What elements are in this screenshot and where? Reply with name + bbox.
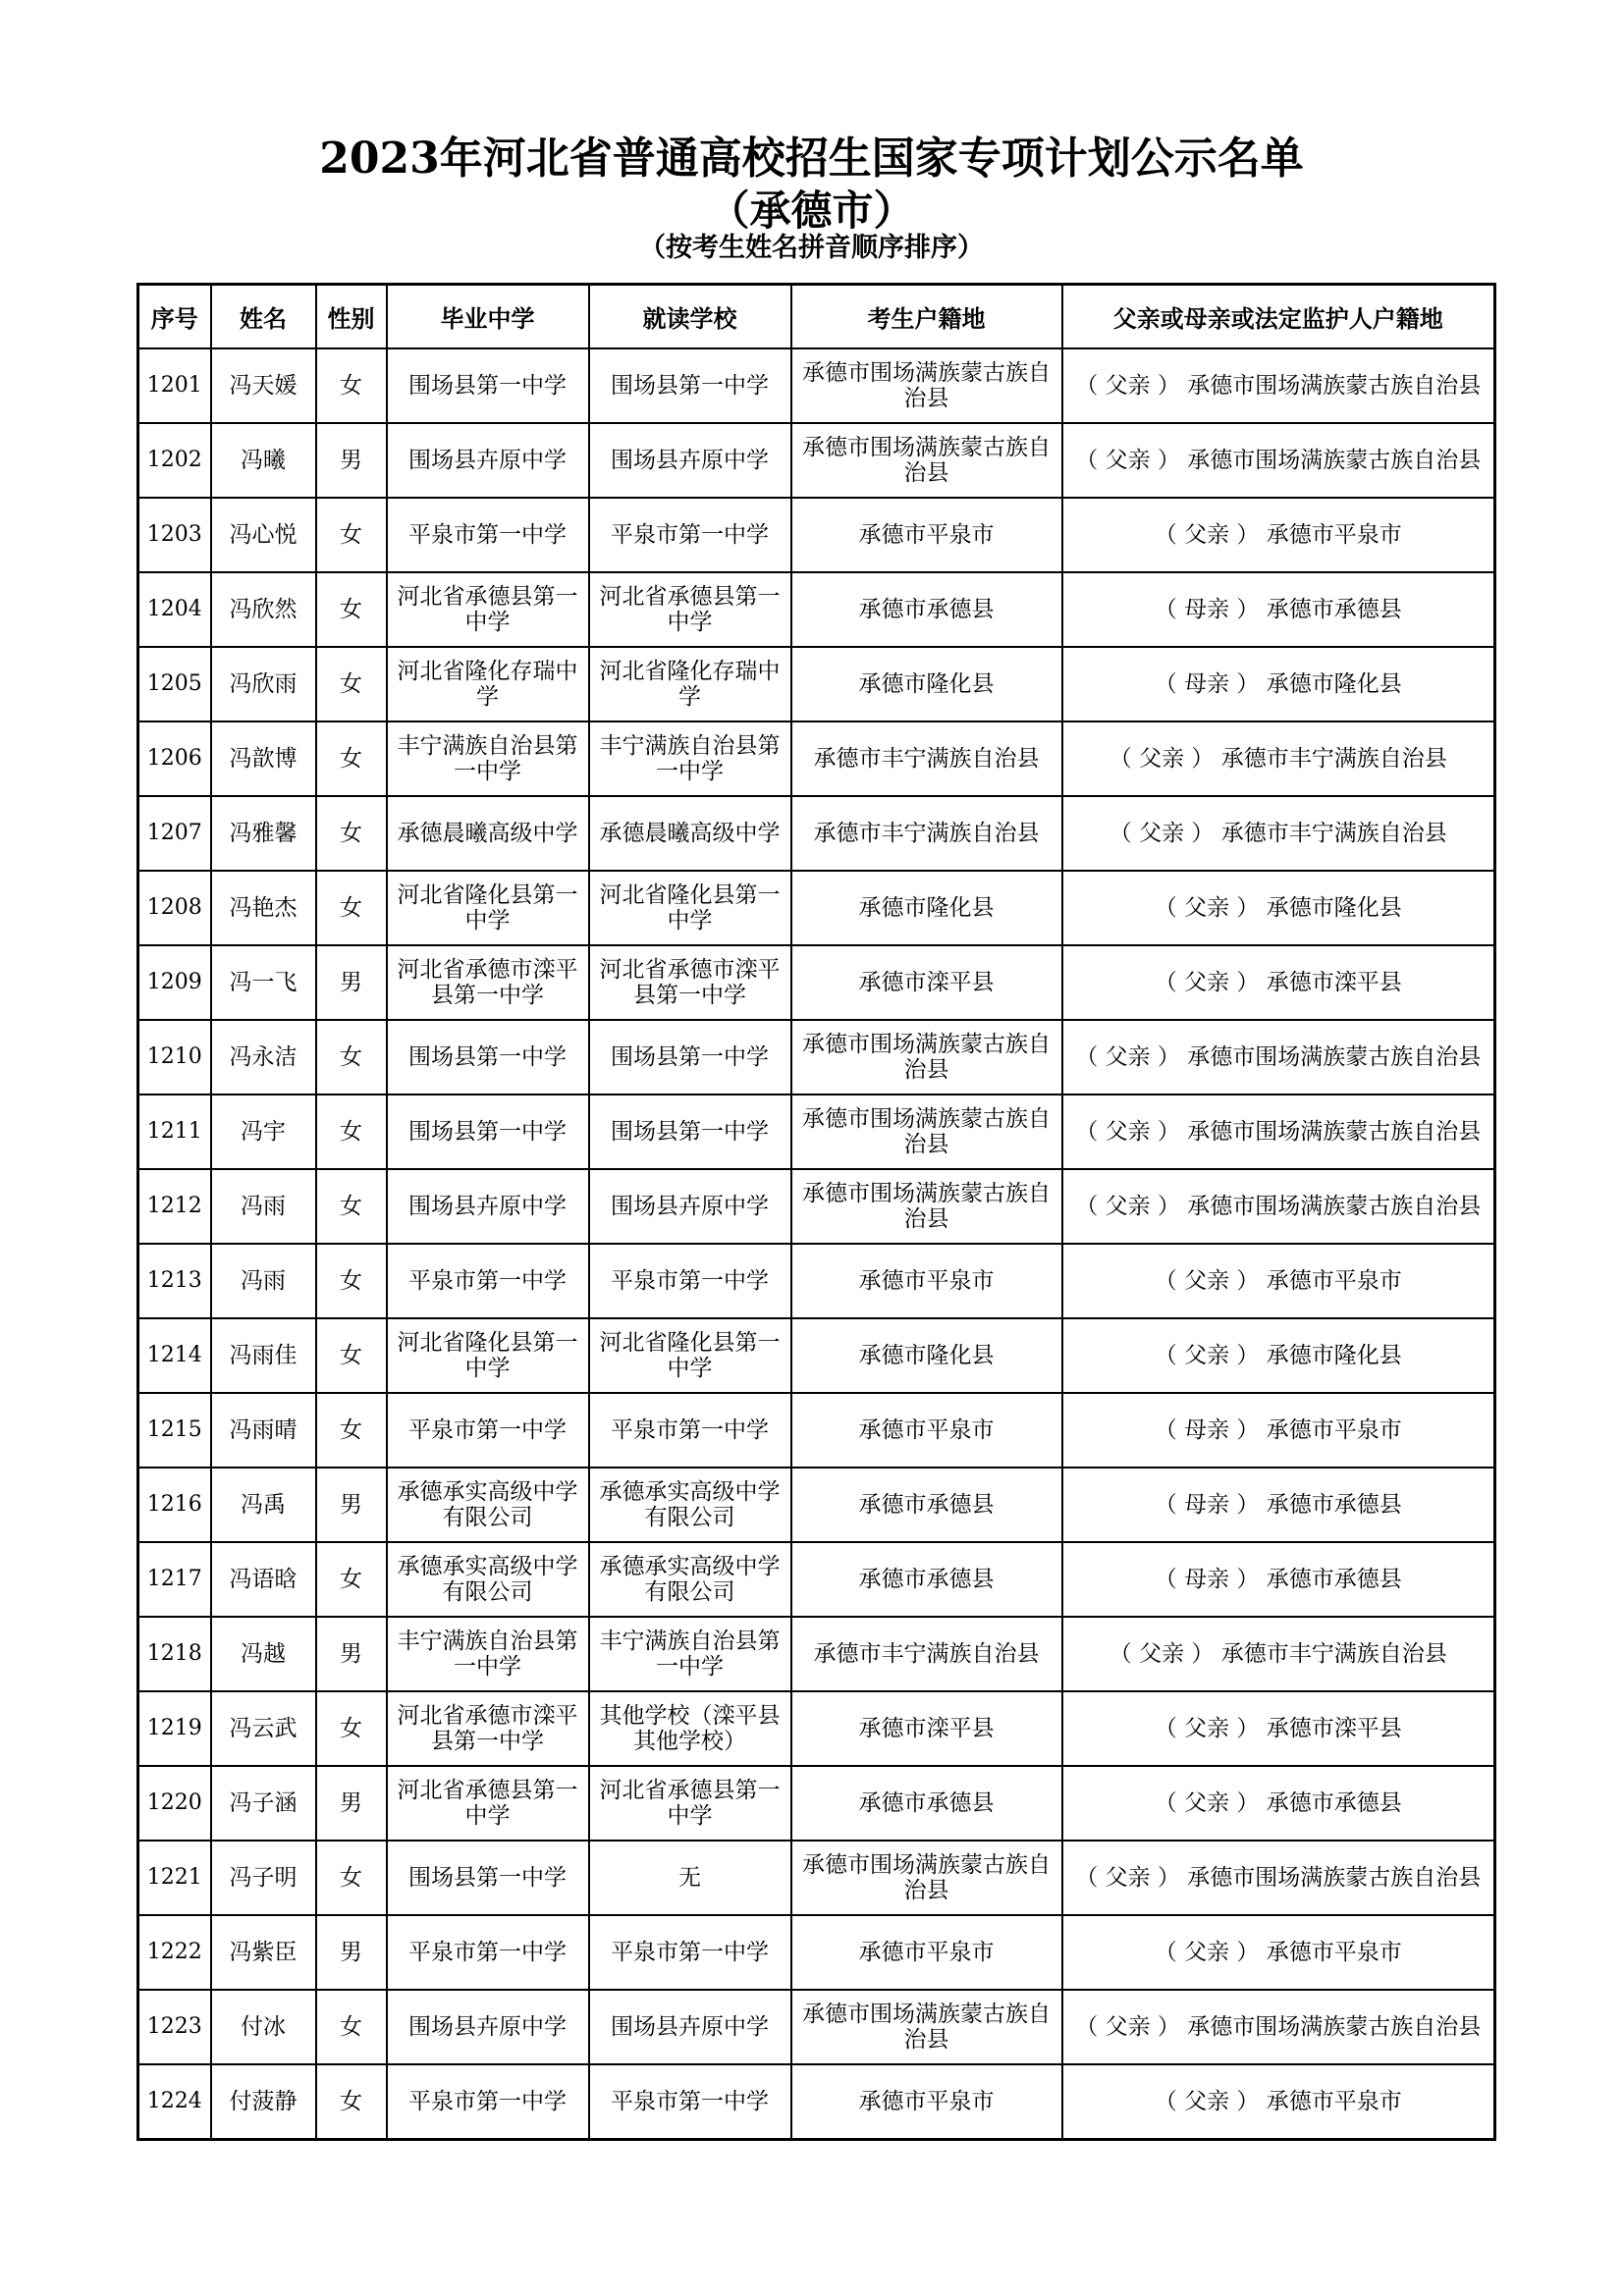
cell-graduation-school: 平泉市第一中学 xyxy=(387,1244,589,1318)
cell-graduation-school: 河北省承德市滦平县第一中学 xyxy=(387,945,589,1020)
cell-student-household: 承德市隆化县 xyxy=(791,647,1062,721)
cell-guardian-household: （ 父亲 ） 承德市隆化县 xyxy=(1062,871,1495,945)
cell-gender: 女 xyxy=(316,871,387,945)
cell-name: 冯歆博 xyxy=(211,721,316,796)
page-subtitle: （承德市） xyxy=(708,187,915,235)
cell-gender: 男 xyxy=(316,1468,387,1542)
cell-current-school: 平泉市第一中学 xyxy=(589,1393,791,1468)
cell-graduation-school: 围场县第一中学 xyxy=(387,1020,589,1095)
cell-index: 1213 xyxy=(138,1244,211,1318)
cell-student-household: 承德市承德县 xyxy=(791,1468,1062,1542)
cell-graduation-school: 承德承实高级中学有限公司 xyxy=(387,1542,589,1617)
table-row xyxy=(138,1617,1495,1691)
cell-gender: 男 xyxy=(316,1915,387,1990)
sort-note: （按考生姓名拼音顺序排序） xyxy=(639,233,984,263)
header-name: 姓名 xyxy=(211,285,316,349)
cell-index: 1210 xyxy=(138,1020,211,1095)
cell-graduation-school: 承德承实高级中学有限公司 xyxy=(387,1468,589,1542)
cell-guardian-household: （ 父亲 ） 承德市隆化县 xyxy=(1062,1318,1495,1393)
cell-student-household: 承德市围场满族蒙古族自治县 xyxy=(791,348,1062,423)
table-row xyxy=(138,1095,1495,1169)
cell-name: 冯永洁 xyxy=(211,1020,316,1095)
table-row xyxy=(138,1990,1495,2064)
cell-index: 1214 xyxy=(138,1318,211,1393)
cell-index: 1207 xyxy=(138,796,211,871)
cell-current-school: 其他学校（滦平县其他学校） xyxy=(589,1691,791,1766)
cell-student-household: 承德市平泉市 xyxy=(791,1915,1062,1990)
cell-guardian-household: （ 父亲 ） 承德市丰宁满族自治县 xyxy=(1062,1617,1495,1691)
cell-name: 冯一飞 xyxy=(211,945,316,1020)
cell-student-household: 承德市平泉市 xyxy=(791,2064,1062,2140)
table-row xyxy=(138,1468,1495,1542)
cell-current-school: 无 xyxy=(589,1841,791,1915)
cell-graduation-school: 平泉市第一中学 xyxy=(387,1393,589,1468)
cell-name: 冯心悦 xyxy=(211,498,316,572)
cell-gender: 女 xyxy=(316,1318,387,1393)
cell-index: 1224 xyxy=(138,2064,211,2140)
cell-index: 1209 xyxy=(138,945,211,1020)
cell-name: 冯雨佳 xyxy=(211,1318,316,1393)
cell-index: 1219 xyxy=(138,1691,211,1766)
cell-graduation-school: 围场县卉原中学 xyxy=(387,1990,589,2064)
table-row xyxy=(138,945,1495,1020)
cell-current-school: 承德晨曦高级中学 xyxy=(589,796,791,871)
cell-guardian-household: （ 父亲 ） 承德市围场满族蒙古族自治县 xyxy=(1062,1020,1495,1095)
cell-gender: 女 xyxy=(316,2064,387,2140)
cell-student-household: 承德市平泉市 xyxy=(791,1244,1062,1318)
cell-graduation-school: 丰宁满族自治县第一中学 xyxy=(387,1617,589,1691)
cell-current-school: 平泉市第一中学 xyxy=(589,1244,791,1318)
cell-name: 冯天媛 xyxy=(211,348,316,423)
table-header-row xyxy=(138,285,1495,349)
cell-student-household: 承德市承德县 xyxy=(791,1766,1062,1841)
cell-index: 1202 xyxy=(138,423,211,498)
cell-index: 1205 xyxy=(138,647,211,721)
cell-gender: 女 xyxy=(316,1020,387,1095)
cell-current-school: 河北省隆化存瑞中学 xyxy=(589,647,791,721)
table-row xyxy=(138,1915,1495,1990)
cell-guardian-household: （ 母亲 ） 承德市平泉市 xyxy=(1062,1393,1495,1468)
cell-current-school: 围场县第一中学 xyxy=(589,1095,791,1169)
cell-gender: 女 xyxy=(316,1542,387,1617)
cell-gender: 女 xyxy=(316,1990,387,2064)
table-row xyxy=(138,1318,1495,1393)
cell-student-household: 承德市隆化县 xyxy=(791,871,1062,945)
cell-index: 1211 xyxy=(138,1095,211,1169)
cell-guardian-household: （ 父亲 ） 承德市围场满族蒙古族自治县 xyxy=(1062,1095,1495,1169)
cell-gender: 女 xyxy=(316,572,387,647)
cell-student-household: 承德市隆化县 xyxy=(791,1318,1062,1393)
header-index: 序号 xyxy=(138,285,211,349)
cell-gender: 女 xyxy=(316,348,387,423)
cell-graduation-school: 河北省隆化县第一中学 xyxy=(387,1318,589,1393)
cell-guardian-household: （ 母亲 ） 承德市隆化县 xyxy=(1062,647,1495,721)
cell-current-school: 河北省隆化县第一中学 xyxy=(589,1318,791,1393)
cell-guardian-household: （ 母亲 ） 承德市承德县 xyxy=(1062,1542,1495,1617)
cell-student-household: 承德市承德县 xyxy=(791,572,1062,647)
header-graduation-school: 毕业中学 xyxy=(387,285,589,349)
cell-name: 冯语晗 xyxy=(211,1542,316,1617)
cell-name: 冯欣然 xyxy=(211,572,316,647)
table-row xyxy=(138,1766,1495,1841)
cell-guardian-household: （ 父亲 ） 承德市滦平县 xyxy=(1062,945,1495,1020)
cell-graduation-school: 丰宁满族自治县第一中学 xyxy=(387,721,589,796)
cell-student-household: 承德市平泉市 xyxy=(791,1393,1062,1468)
cell-gender: 女 xyxy=(316,721,387,796)
cell-name: 冯雨 xyxy=(211,1169,316,1244)
cell-name: 冯艳杰 xyxy=(211,871,316,945)
cell-index: 1223 xyxy=(138,1990,211,2064)
cell-current-school: 河北省承德市滦平县第一中学 xyxy=(589,945,791,1020)
cell-name: 冯雨晴 xyxy=(211,1393,316,1468)
table-row xyxy=(138,871,1495,945)
cell-index: 1220 xyxy=(138,1766,211,1841)
table-row xyxy=(138,2064,1495,2140)
cell-current-school: 丰宁满族自治县第一中学 xyxy=(589,721,791,796)
table-row xyxy=(138,1393,1495,1468)
cell-student-household: 承德市围场满族蒙古族自治县 xyxy=(791,1990,1062,2064)
cell-gender: 女 xyxy=(316,1169,387,1244)
cell-student-household: 承德市丰宁满族自治县 xyxy=(791,721,1062,796)
cell-current-school: 平泉市第一中学 xyxy=(589,498,791,572)
page-title: 2023年河北省普通高校招生国家专项计划公示名单 xyxy=(319,133,1304,184)
cell-guardian-household: （ 母亲 ） 承德市承德县 xyxy=(1062,572,1495,647)
table-row xyxy=(138,423,1495,498)
cell-guardian-household: （ 父亲 ） 承德市围场满族蒙古族自治县 xyxy=(1062,1169,1495,1244)
cell-student-household: 承德市滦平县 xyxy=(791,1691,1062,1766)
cell-graduation-school: 平泉市第一中学 xyxy=(387,498,589,572)
cell-graduation-school: 承德晨曦高级中学 xyxy=(387,796,589,871)
cell-student-household: 承德市丰宁满族自治县 xyxy=(791,1617,1062,1691)
cell-guardian-household: （ 父亲 ） 承德市围场满族蒙古族自治县 xyxy=(1062,1990,1495,2064)
cell-guardian-household: （ 父亲 ） 承德市平泉市 xyxy=(1062,1915,1495,1990)
cell-graduation-school: 河北省承德县第一中学 xyxy=(387,572,589,647)
cell-current-school: 围场县第一中学 xyxy=(589,1020,791,1095)
cell-guardian-household: （ 父亲 ） 承德市承德县 xyxy=(1062,1766,1495,1841)
cell-gender: 女 xyxy=(316,796,387,871)
cell-index: 1201 xyxy=(138,348,211,423)
cell-gender: 女 xyxy=(316,647,387,721)
cell-guardian-household: （ 父亲 ） 承德市围场满族蒙古族自治县 xyxy=(1062,1841,1495,1915)
table-row xyxy=(138,1691,1495,1766)
header-student-household: 考生户籍地 xyxy=(791,285,1062,349)
cell-name: 付菠静 xyxy=(211,2064,316,2140)
cell-name: 冯欣雨 xyxy=(211,647,316,721)
cell-graduation-school: 围场县第一中学 xyxy=(387,348,589,423)
header-gender: 性别 xyxy=(316,285,387,349)
cell-student-household: 承德市围场满族蒙古族自治县 xyxy=(791,1169,1062,1244)
cell-gender: 女 xyxy=(316,1244,387,1318)
cell-guardian-household: （ 父亲 ） 承德市平泉市 xyxy=(1062,2064,1495,2140)
header-current-school: 就读学校 xyxy=(589,285,791,349)
table-row xyxy=(138,348,1495,423)
cell-name: 冯雅馨 xyxy=(211,796,316,871)
table-row xyxy=(138,572,1495,647)
table-row xyxy=(138,1542,1495,1617)
cell-current-school: 承德承实高级中学有限公司 xyxy=(589,1542,791,1617)
cell-gender: 女 xyxy=(316,498,387,572)
cell-index: 1218 xyxy=(138,1617,211,1691)
cell-gender: 女 xyxy=(316,1095,387,1169)
table-row xyxy=(138,1841,1495,1915)
cell-graduation-school: 平泉市第一中学 xyxy=(387,2064,589,2140)
cell-index: 1217 xyxy=(138,1542,211,1617)
cell-guardian-household: （ 父亲 ） 承德市平泉市 xyxy=(1062,498,1495,572)
cell-student-household: 承德市围场满族蒙古族自治县 xyxy=(791,1020,1062,1095)
cell-current-school: 围场县第一中学 xyxy=(589,348,791,423)
cell-gender: 男 xyxy=(316,1617,387,1691)
cell-graduation-school: 围场县第一中学 xyxy=(387,1095,589,1169)
cell-graduation-school: 围场县卉原中学 xyxy=(387,423,589,498)
cell-name: 冯云武 xyxy=(211,1691,316,1766)
cell-current-school: 平泉市第一中学 xyxy=(589,1915,791,1990)
cell-guardian-household: （ 母亲 ） 承德市承德县 xyxy=(1062,1468,1495,1542)
cell-student-household: 承德市围场满族蒙古族自治县 xyxy=(791,1095,1062,1169)
cell-current-school: 围场县卉原中学 xyxy=(589,1990,791,2064)
cell-graduation-school: 围场县卉原中学 xyxy=(387,1169,589,1244)
cell-current-school: 围场县卉原中学 xyxy=(589,423,791,498)
cell-student-household: 承德市围场满族蒙古族自治县 xyxy=(791,1841,1062,1915)
cell-current-school: 河北省承德县第一中学 xyxy=(589,1766,791,1841)
cell-graduation-school: 围场县第一中学 xyxy=(387,1841,589,1915)
cell-name: 冯雨 xyxy=(211,1244,316,1318)
table-row xyxy=(138,647,1495,721)
cell-guardian-household: （ 父亲 ） 承德市丰宁满族自治县 xyxy=(1062,721,1495,796)
cell-name: 付冰 xyxy=(211,1990,316,2064)
cell-graduation-school: 河北省隆化存瑞中学 xyxy=(387,647,589,721)
cell-graduation-school: 河北省隆化县第一中学 xyxy=(387,871,589,945)
cell-student-household: 承德市承德县 xyxy=(791,1542,1062,1617)
cell-gender: 女 xyxy=(316,1393,387,1468)
table-row xyxy=(138,721,1495,796)
cell-guardian-household: （ 父亲 ） 承德市围场满族蒙古族自治县 xyxy=(1062,348,1495,423)
cell-graduation-school: 平泉市第一中学 xyxy=(387,1915,589,1990)
cell-guardian-household: （ 父亲 ） 承德市平泉市 xyxy=(1062,1244,1495,1318)
cell-student-household: 承德市平泉市 xyxy=(791,498,1062,572)
cell-student-household: 承德市围场满族蒙古族自治县 xyxy=(791,423,1062,498)
cell-index: 1212 xyxy=(138,1169,211,1244)
roster-table xyxy=(136,283,1496,2141)
cell-name: 冯紫臣 xyxy=(211,1915,316,1990)
cell-name: 冯宇 xyxy=(211,1095,316,1169)
cell-name: 冯曦 xyxy=(211,423,316,498)
table-row xyxy=(138,498,1495,572)
table-row xyxy=(138,1169,1495,1244)
cell-graduation-school: 河北省承德市滦平县第一中学 xyxy=(387,1691,589,1766)
header-guardian-household: 父亲或母亲或法定监护人户籍地 xyxy=(1062,285,1495,349)
table-row xyxy=(138,796,1495,871)
cell-name: 冯子明 xyxy=(211,1841,316,1915)
cell-index: 1208 xyxy=(138,871,211,945)
cell-current-school: 丰宁满族自治县第一中学 xyxy=(589,1617,791,1691)
cell-current-school: 河北省承德县第一中学 xyxy=(589,572,791,647)
cell-gender: 男 xyxy=(316,423,387,498)
cell-name: 冯禹 xyxy=(211,1468,316,1542)
cell-graduation-school: 河北省承德县第一中学 xyxy=(387,1766,589,1841)
cell-index: 1204 xyxy=(138,572,211,647)
cell-index: 1215 xyxy=(138,1393,211,1468)
cell-name: 冯子涵 xyxy=(211,1766,316,1841)
cell-index: 1203 xyxy=(138,498,211,572)
cell-current-school: 承德承实高级中学有限公司 xyxy=(589,1468,791,1542)
cell-current-school: 河北省隆化县第一中学 xyxy=(589,871,791,945)
cell-name: 冯越 xyxy=(211,1617,316,1691)
cell-index: 1206 xyxy=(138,721,211,796)
cell-guardian-household: （ 父亲 ） 承德市丰宁满族自治县 xyxy=(1062,796,1495,871)
table-row xyxy=(138,1244,1495,1318)
cell-current-school: 围场县卉原中学 xyxy=(589,1169,791,1244)
cell-index: 1216 xyxy=(138,1468,211,1542)
cell-student-household: 承德市丰宁满族自治县 xyxy=(791,796,1062,871)
cell-gender: 男 xyxy=(316,1766,387,1841)
cell-student-household: 承德市滦平县 xyxy=(791,945,1062,1020)
cell-guardian-household: （ 父亲 ） 承德市滦平县 xyxy=(1062,1691,1495,1766)
cell-current-school: 平泉市第一中学 xyxy=(589,2064,791,2140)
cell-guardian-household: （ 父亲 ） 承德市围场满族蒙古族自治县 xyxy=(1062,423,1495,498)
cell-index: 1222 xyxy=(138,1915,211,1990)
cell-gender: 男 xyxy=(316,945,387,1020)
table-row xyxy=(138,1020,1495,1095)
cell-gender: 女 xyxy=(316,1691,387,1766)
cell-index: 1221 xyxy=(138,1841,211,1915)
cell-gender: 女 xyxy=(316,1841,387,1915)
